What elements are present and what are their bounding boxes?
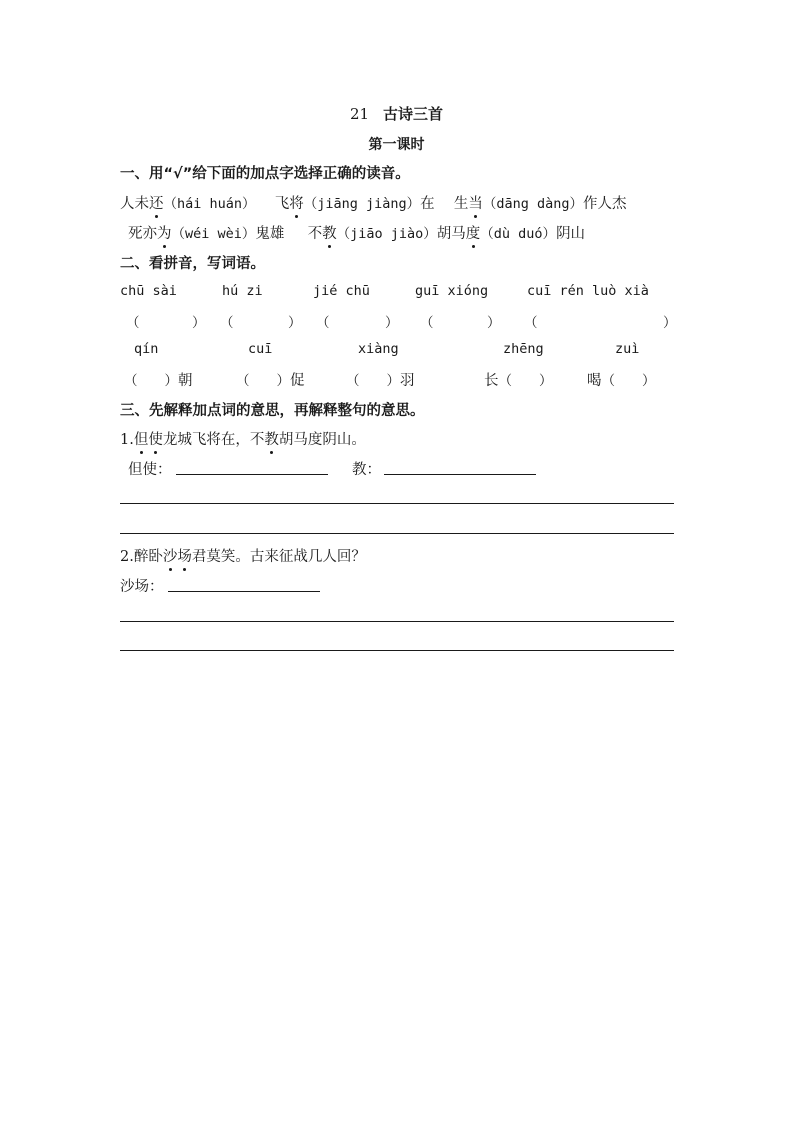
pinyin-8: xiàng [358, 341, 399, 357]
lesson-title: 古诗三首 [383, 105, 444, 123]
pinyin-options[interactable]: （jiāo jiào） [336, 226, 437, 242]
fill-item-1[interactable]: （ ）朝 [124, 373, 193, 389]
answer-box-2[interactable] [235, 311, 285, 327]
lesson-subtitle: 第一课时 [368, 137, 425, 153]
pinyin-3: jié chū [313, 283, 370, 299]
paren-close: ） [385, 315, 399, 331]
answer-line-q2-1[interactable] [120, 621, 674, 622]
paren-close: ） [487, 315, 501, 331]
question-1: 1.但使龙城飞将在，不教胡马度阴山。 [120, 428, 366, 449]
answer-line-q1-1[interactable] [120, 503, 674, 504]
fill-item-3[interactable]: （ ）羽 [346, 373, 415, 389]
fill-item-4[interactable]: 长（ ） [484, 373, 553, 389]
item-5: 不教（jiāo jiào）胡马 [308, 226, 466, 242]
dotted-char: 教 [322, 222, 337, 243]
pinyin-options[interactable]: （hái huán） [163, 196, 256, 212]
paren-close: ） [663, 315, 677, 331]
pinyin-9: zhēng [503, 341, 544, 357]
answer-box-3[interactable] [330, 311, 380, 327]
answer-line-danshi[interactable] [176, 474, 328, 475]
dotted-char: 当 [468, 192, 483, 213]
section2-heading: 二、看拼音，写词语。 [120, 256, 265, 272]
paren-open: （ [316, 315, 330, 331]
pinyin-options[interactable]: （dù duó） [480, 226, 557, 242]
pinyin-10: zuì [615, 341, 640, 357]
pinyin-7: cuī [248, 341, 273, 357]
pinyin-options[interactable]: （dāng dàng） [482, 196, 584, 212]
question-2: 2.醉卧沙场君莫笑。古来征战几人回？ [120, 545, 366, 566]
lesson-number: 21 [349, 105, 370, 123]
section3-heading: 三、先解释加点词的意思，再解释整句的意思。 [120, 403, 425, 419]
answer-box-5[interactable] [540, 311, 658, 327]
answer-line-shachang[interactable] [168, 591, 320, 592]
worksheet-title [0, 103, 793, 124]
paren-open: （ [126, 315, 140, 331]
section1-row2 [128, 222, 585, 243]
dotted-char: 将 [289, 192, 304, 213]
item-4: 死亦为（wéi wèi）鬼雄 [128, 226, 284, 242]
answer-box-4[interactable] [435, 311, 485, 327]
label-danshi: 但使： [128, 462, 172, 478]
item-1: 人未还（hái huán） [120, 196, 256, 212]
pinyin-1: chū sài [120, 283, 177, 299]
answer-box-1[interactable] [140, 311, 190, 327]
section1-row1 [120, 192, 627, 213]
item-3: 生当（dāng dàng）作人杰 [454, 196, 627, 212]
label-jiao: 教： [352, 462, 381, 478]
paren-close: ） [192, 315, 206, 331]
pinyin-6: qín [134, 341, 159, 357]
paren-close: ） [288, 315, 302, 331]
item-6: 度（dù duó）阴山 [466, 226, 585, 242]
pinyin-2: hú zi [222, 283, 263, 299]
label-shachang: 沙场： [120, 579, 164, 595]
dotted-char: 度 [466, 222, 481, 243]
dotted-char: 还 [149, 192, 164, 213]
section1-heading: 一、用“√”给下面的加点字选择正确的读音。 [120, 166, 410, 182]
dotted-char: 为 [157, 222, 172, 243]
pinyin-4: guī xióng [415, 283, 489, 299]
pinyin-5: cuī rén luò xià [527, 283, 649, 299]
paren-open: （ [524, 315, 538, 331]
answer-line-q1-2[interactable] [120, 533, 674, 534]
paren-open: （ [420, 315, 434, 331]
item-2: 飞将（jiāng jiàng）在 [275, 196, 435, 212]
pinyin-options[interactable]: （wéi wèi） [171, 226, 256, 242]
fill-item-2[interactable]: （ ）促 [236, 373, 305, 389]
pinyin-options[interactable]: （jiāng jiàng） [303, 196, 421, 212]
paren-open: （ [220, 315, 234, 331]
answer-line-q2-2[interactable] [120, 650, 674, 651]
fill-item-5[interactable]: 喝（ ） [587, 373, 656, 389]
answer-line-jiao[interactable] [384, 474, 536, 475]
